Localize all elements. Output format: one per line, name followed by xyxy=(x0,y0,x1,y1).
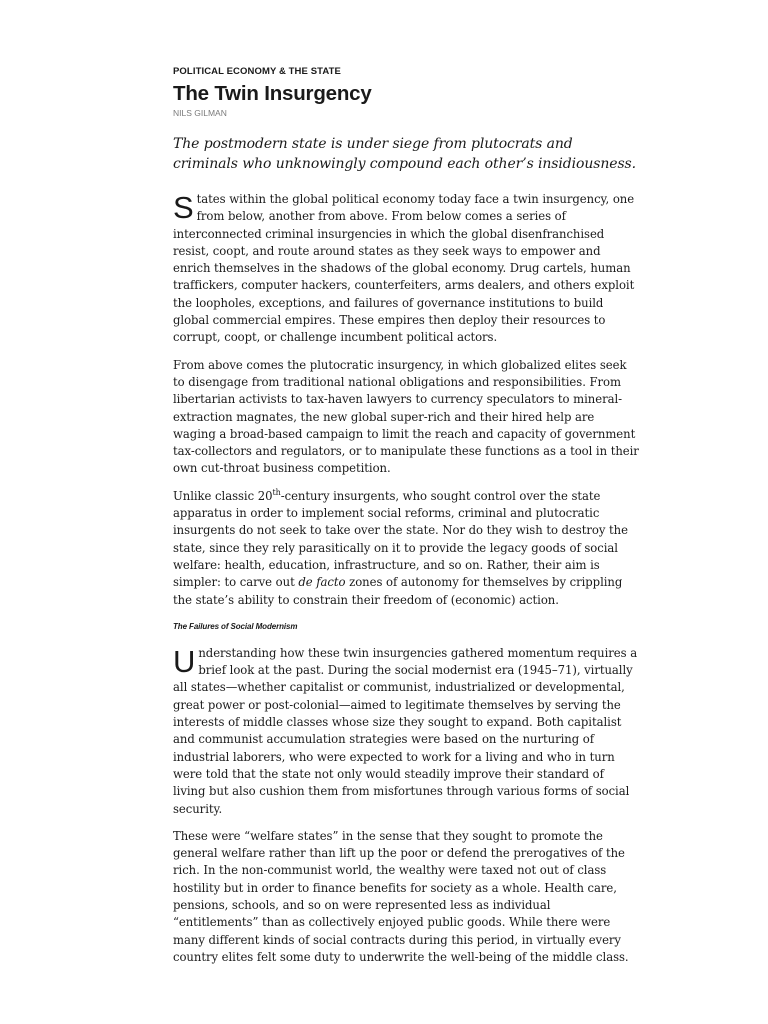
paragraph-2: From above comes the plutocratic insurgency, in which globalized elites seek to disengage from traditional national obligations and responsibilities. From libertarian activists to tax-haven lawyers to currency speculators to mineral-extraction magnates, the new global super-rich and their hired help are waging a broad-based campaign to limit the reach and capacity of government tax-collectors and regulators, or to manipulate these functions as a tool in their own cut-throat business competition. xyxy=(173,357,639,476)
paragraph-text: tates within the global political economy today face a twin insurgency, one from below, another from above. From below comes a series of interconnected criminal insurgencies in which the global disenfranchised resist, coopt, and route around states as they seek ways to empower and enrich themselves in the shadows of the global economy. Drug cartels, human traffickers, computer hackers, counterfeiters, arms dealers, and others exploit the loopholes, exceptions, and failures of governance institutions to build global commercial empires. These empires then deploy their resources to corrupt, coopt, or challenge incumbent political actors. xyxy=(173,192,635,345)
article-body xyxy=(173,191,639,966)
paragraph-1 xyxy=(173,191,639,347)
paragraph-text: nderstanding how these twin insurgencies gathered momentum requires a brief look at the past. During the social modernist era (1945–71), virtually all states—whether capitalist or communist, industrialized or developmental, great power or post-colonial—aimed to legitimate themselves by serving the interests of middle classes whose size they sought to expand. Both capitalist and communist accumulation strategies were based on the nurturing of industrial laborers, who were expected to work for a living and who in turn were told that the state not only would steadily improve their standard of living but also cushion them from misfortunes through various forms of social security. xyxy=(173,645,638,816)
article-dek: The postmodern state is under siege from plutocrats and criminals who unknowingly compound each other’s insidiousness. xyxy=(173,136,636,172)
paragraph-4 xyxy=(173,645,639,818)
italic-phrase: de facto xyxy=(298,575,346,590)
paragraph-5: These were “welfare states” in the sense that they sought to promote the general welfare rather than lift up the poor or defend the prerogatives of the rich. In the non-communist world, the wealthy were taxed not out of class hostility but in order to finance benefits for society as a whole. Health care, pensions, schools, and so on were represented less as individual “entitlements” than as collectively enjoyed public goods. While there were many different kinds of social contracts during this period, in virtually every country elites felt some duty to underwrite the well-being of the middle class. xyxy=(173,828,629,964)
paragraph-text: Unlike classic 20 xyxy=(173,488,273,503)
section-subhead: The Failures of Social Modernism xyxy=(173,621,298,631)
article-title: The Twin Insurgency xyxy=(173,82,372,105)
paragraph-text: -century insurgents, who sought control over the state apparatus in order to implement social reforms, criminal and plutocratic insurgents do not seek to take over the state. Nor do they wish to destroy the state, since they rely parasitically on it to provide the legacy goods of social welfare: health, education, infrastructure, and so on. Rather, their aim is simpler: to carve out xyxy=(173,488,628,590)
article-column xyxy=(173,66,639,966)
section-kicker: POLITICAL ECONOMY & THE STATE xyxy=(173,66,341,77)
paragraph-3 xyxy=(173,488,639,609)
drop-cap: U xyxy=(173,643,196,679)
ordinal-superscript: th xyxy=(272,487,281,497)
drop-cap: S xyxy=(173,190,194,225)
paragraph-text: zones of autonomy for themselves by crippling the state’s ability to constrain their freedom of (economic) action. xyxy=(173,575,623,607)
author-byline: NILS GILMAN xyxy=(173,108,227,118)
